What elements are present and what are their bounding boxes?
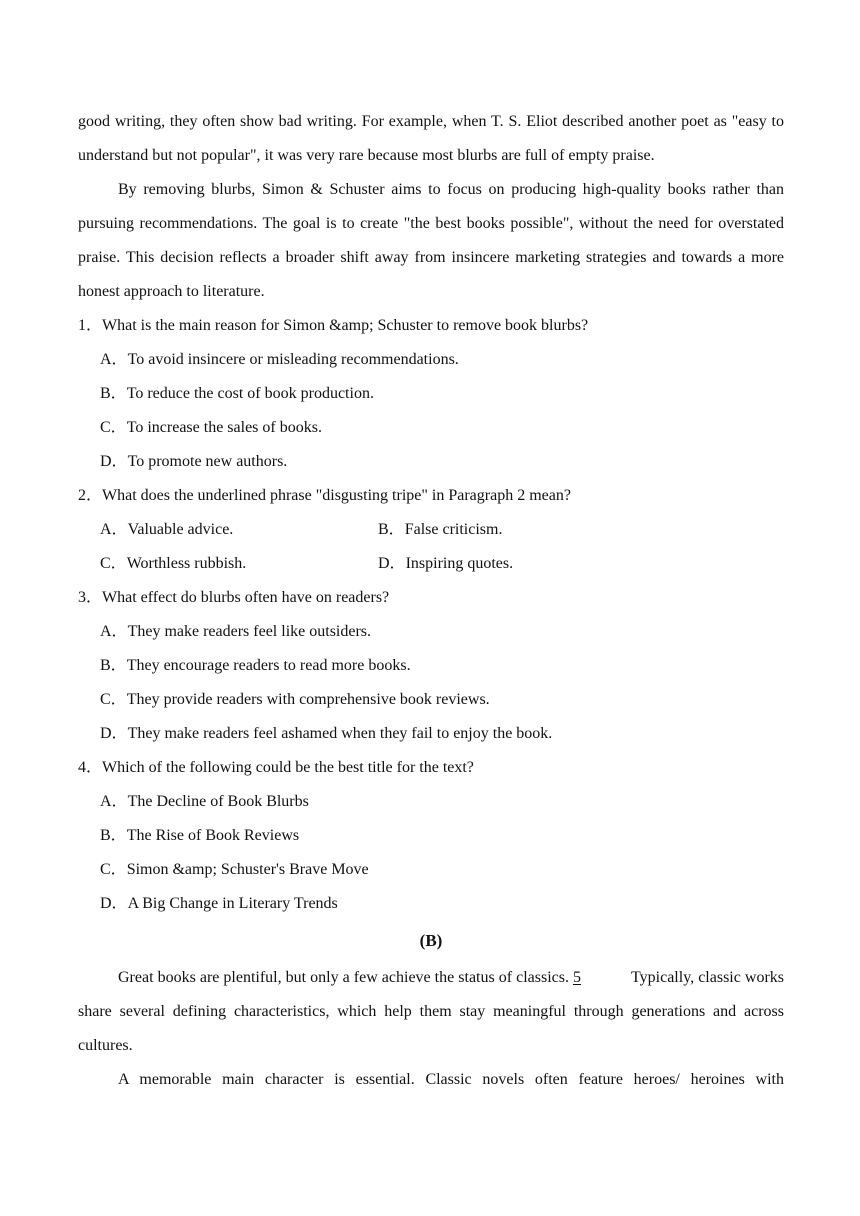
option-text: They encourage readers to read more books. [126, 657, 411, 674]
option-letter: A． [100, 521, 128, 538]
question-2 [78, 479, 784, 581]
answer-blank: 5 [573, 969, 581, 986]
option-text: Valuable advice. [127, 521, 234, 538]
option-text: To avoid insincere or misleading recommendations. [127, 351, 459, 368]
option-c [78, 411, 784, 445]
option-letter: C． [100, 691, 127, 708]
paragraph-text: Typically, classic works share several defining characteristics, which help them stay meaningful through generations and across cultures. [78, 969, 784, 1054]
option-text: They provide readers with comprehensive book reviews. [126, 691, 490, 708]
option-row [78, 513, 784, 547]
option-d [78, 717, 784, 751]
option-letter: B． [378, 521, 405, 538]
question-text: What is the main reason for Simon &amp; Schuster to remove book blurbs? [102, 317, 589, 334]
option-text: To promote new authors. [127, 453, 288, 470]
paragraph-text: Great books are plentiful, but only a few achieve the status of classics. [118, 969, 569, 986]
option-letter: A． [100, 793, 128, 810]
option-text: They make readers feel ashamed when they fail to enjoy the book. [127, 725, 553, 742]
section-heading: (B) [419, 931, 443, 950]
option-letter: D． [100, 895, 128, 912]
option-text: They make readers feel like outsiders. [127, 623, 372, 640]
option-text: The Decline of Book Blurbs [127, 793, 309, 810]
option-letter: A． [100, 623, 128, 640]
option-text: To increase the sales of books. [126, 419, 322, 436]
option-letter: B． [100, 385, 127, 402]
question-stem [78, 751, 784, 785]
option-letter: A． [100, 351, 128, 368]
option-letter: C． [100, 555, 127, 572]
option-b [78, 819, 784, 853]
option-a [100, 513, 378, 547]
option-letter: C． [100, 419, 127, 436]
passage-b-paragraph-2: A memorable main character is essential. Classic novels often feature heroes/ heroines with [118, 1071, 784, 1088]
question-number: 2． [78, 487, 103, 504]
question-number: 3． [78, 589, 103, 606]
question-text: Which of the following could be the best title for the text? [102, 759, 474, 776]
question-4 [78, 751, 784, 921]
question-stem [78, 479, 784, 513]
option-d [78, 887, 784, 921]
option-letter: D． [378, 555, 406, 572]
option-letter: D． [100, 725, 128, 742]
option-b [378, 513, 656, 547]
option-text: To reduce the cost of book production. [126, 385, 374, 402]
question-1 [78, 309, 784, 479]
question-number: 1． [78, 317, 103, 334]
option-a [78, 785, 784, 819]
option-text: Simon &amp; Schuster's Brave Move [126, 861, 369, 878]
option-a [78, 615, 784, 649]
question-text: What does the underlined phrase "disgusting tripe" in Paragraph 2 mean? [102, 487, 571, 504]
option-letter: C． [100, 861, 127, 878]
option-text: False criticism. [404, 521, 503, 538]
option-b [78, 377, 784, 411]
option-text: Worthless rubbish. [126, 555, 247, 572]
option-b [78, 649, 784, 683]
passage-a-paragraph-2: By removing blurbs, Simon & Schuster aims to focus on producing high-quality books rather than pursuing recommendations. The goal is to create "the best books possible", without the need for overstated praise. This decision reflects a broader shift away from insincere marketing strategies and towards a more honest approach to literature. [78, 181, 784, 300]
option-c [78, 853, 784, 887]
question-text: What effect do blurbs often have on readers? [102, 589, 390, 606]
option-letter: B． [100, 657, 127, 674]
question-number: 4． [78, 759, 103, 776]
option-letter: B． [100, 827, 127, 844]
option-letter: D． [100, 453, 128, 470]
passage-b-paragraph-1 [78, 961, 784, 1063]
question-stem [78, 581, 784, 615]
option-d [78, 445, 784, 479]
passage-a-paragraph-1: good writing, they often show bad writing. For example, when T. S. Eliot described another poet as "easy to understand but not popular", it was very rare because most blurbs are full of empty praise. [78, 113, 784, 164]
option-text: Inspiring quotes. [405, 555, 514, 572]
option-c [78, 683, 784, 717]
option-text: The Rise of Book Reviews [126, 827, 300, 844]
document-page [78, 105, 784, 1097]
option-d [378, 547, 656, 581]
question-stem [78, 309, 784, 343]
option-a [78, 343, 784, 377]
question-3 [78, 581, 784, 751]
option-row [78, 547, 784, 581]
option-c [100, 547, 378, 581]
option-text: A Big Change in Literary Trends [127, 895, 338, 912]
